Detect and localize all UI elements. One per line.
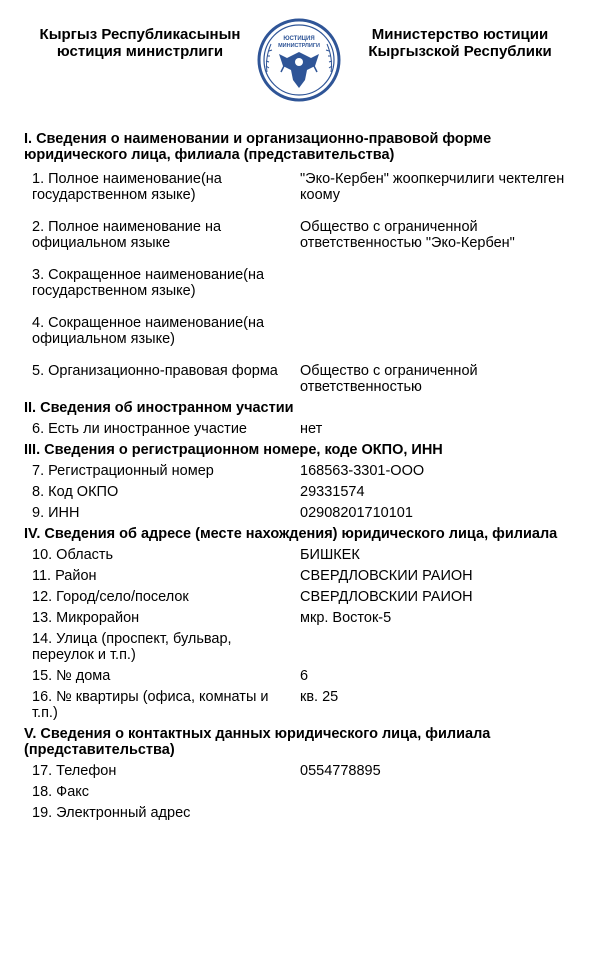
row-house-number xyxy=(24,668,584,684)
section-title-naming: I. Сведения о наименовании и организационно-правовой форме юридического лица, филиала (представительства) xyxy=(24,131,492,163)
row-registration-number xyxy=(24,463,584,479)
field-value: СВЕРДЛОВСКИИ РАИОН xyxy=(300,568,473,584)
row-okpo-code xyxy=(24,484,584,500)
header-right-line1: Министерство юстиции xyxy=(371,26,549,43)
field-value: нет xyxy=(300,421,323,437)
row-email xyxy=(24,805,584,821)
field-value: "Эко-Кербен" жоопкерчилиги чектелген коому xyxy=(300,171,565,203)
field-label: 8. Код ОКПО xyxy=(32,484,119,500)
section-title-contacts: V. Сведения о контактных данных юридического лица, филиала (представительства) xyxy=(24,726,491,758)
field-value: 0554778895 xyxy=(300,763,381,779)
row-inn xyxy=(24,505,584,521)
field-label: 14. Улица (проспект, бульвар, переулок и т.п.) xyxy=(32,631,232,663)
row-district xyxy=(24,568,584,584)
field-label: 16. № квартиры (офиса, комнаты и т.п.) xyxy=(32,689,269,721)
row-full-name-state xyxy=(24,171,584,203)
row-fax xyxy=(24,784,584,800)
field-value: БИШКЕК xyxy=(300,547,360,563)
header-left-title xyxy=(20,26,260,60)
field-value: СВЕРДЛОВСКИИ РАИОН xyxy=(300,589,473,605)
field-value xyxy=(286,267,576,299)
row-phone xyxy=(24,763,584,779)
header-left-line2: юстиция министрлиги xyxy=(56,43,224,60)
row-city xyxy=(24,589,584,605)
field-label: 2. Полное наименование на официальном языке xyxy=(32,219,222,251)
field-label: 1. Полное наименование(на государственном языке) xyxy=(32,171,222,203)
field-value: Общество с ограниченной ответственностью xyxy=(300,363,478,395)
ministry-emblem-icon xyxy=(257,18,341,102)
field-label: 7. Регистрационный номер xyxy=(32,463,214,479)
document-header xyxy=(0,0,600,110)
field-label: 12. Город/село/поселок xyxy=(32,589,189,605)
field-label: 9. ИНН xyxy=(32,505,80,521)
field-value: Общество с ограниченной ответственностью "Эко-Кербен" xyxy=(300,219,515,251)
field-value: 6 xyxy=(300,668,309,684)
field-value: кв. 25 xyxy=(300,689,339,705)
emblem-text-line2: МИНИСТРЛИГИ xyxy=(278,43,320,49)
row-apartment-number xyxy=(24,689,584,721)
field-value: 168563-3301-ООО xyxy=(300,463,425,479)
header-left-line1: Кыргыз Республикасынын xyxy=(39,26,241,43)
field-label: 19. Электронный адрес xyxy=(32,805,191,821)
field-value xyxy=(286,805,576,821)
field-value: 29331574 xyxy=(300,484,365,500)
emblem-text-line1: ЮСТИЦИЯ xyxy=(283,36,315,42)
header-right-line2: Кыргызской Республики xyxy=(368,43,552,60)
row-legal-form xyxy=(24,363,584,395)
field-label: 5. Организационно-правовая форма xyxy=(32,363,278,379)
section-title-registration: III. Сведения о регистрационном номере, коде ОКПО, ИНН xyxy=(24,442,443,458)
field-label: 15. № дома xyxy=(32,668,111,684)
field-value xyxy=(286,631,576,663)
field-label: 3. Сокращенное наименование(на государственном языке) xyxy=(32,267,265,299)
field-label: 17. Телефон xyxy=(32,763,117,779)
section-title-foreign: II. Сведения об иностранном участии xyxy=(24,400,294,416)
row-region xyxy=(24,547,584,563)
field-label: 18. Факс xyxy=(32,784,90,800)
header-right-title xyxy=(340,26,580,60)
field-label: 13. Микрорайон xyxy=(32,610,140,626)
field-label: 6. Есть ли иностранное участие xyxy=(32,421,247,437)
row-foreign-participation xyxy=(24,421,584,437)
field-label: 10. Область xyxy=(32,547,114,563)
field-value: 02908201710101 xyxy=(300,505,413,521)
row-full-name-official xyxy=(24,219,584,251)
row-street xyxy=(24,631,584,663)
row-short-name-state xyxy=(24,267,584,299)
field-value xyxy=(286,784,576,800)
field-label: 4. Сокращенное наименование(на официальном языке) xyxy=(32,315,265,347)
section-title-address: IV. Сведения об адресе (месте нахождения) юридического лица, филиала xyxy=(24,526,558,542)
field-value: мкр. Восток-5 xyxy=(300,610,392,626)
row-microdistrict xyxy=(24,610,584,626)
field-value xyxy=(286,315,576,347)
registry-content xyxy=(24,131,584,821)
field-label: 11. Район xyxy=(32,568,97,584)
row-short-name-official xyxy=(24,315,584,347)
